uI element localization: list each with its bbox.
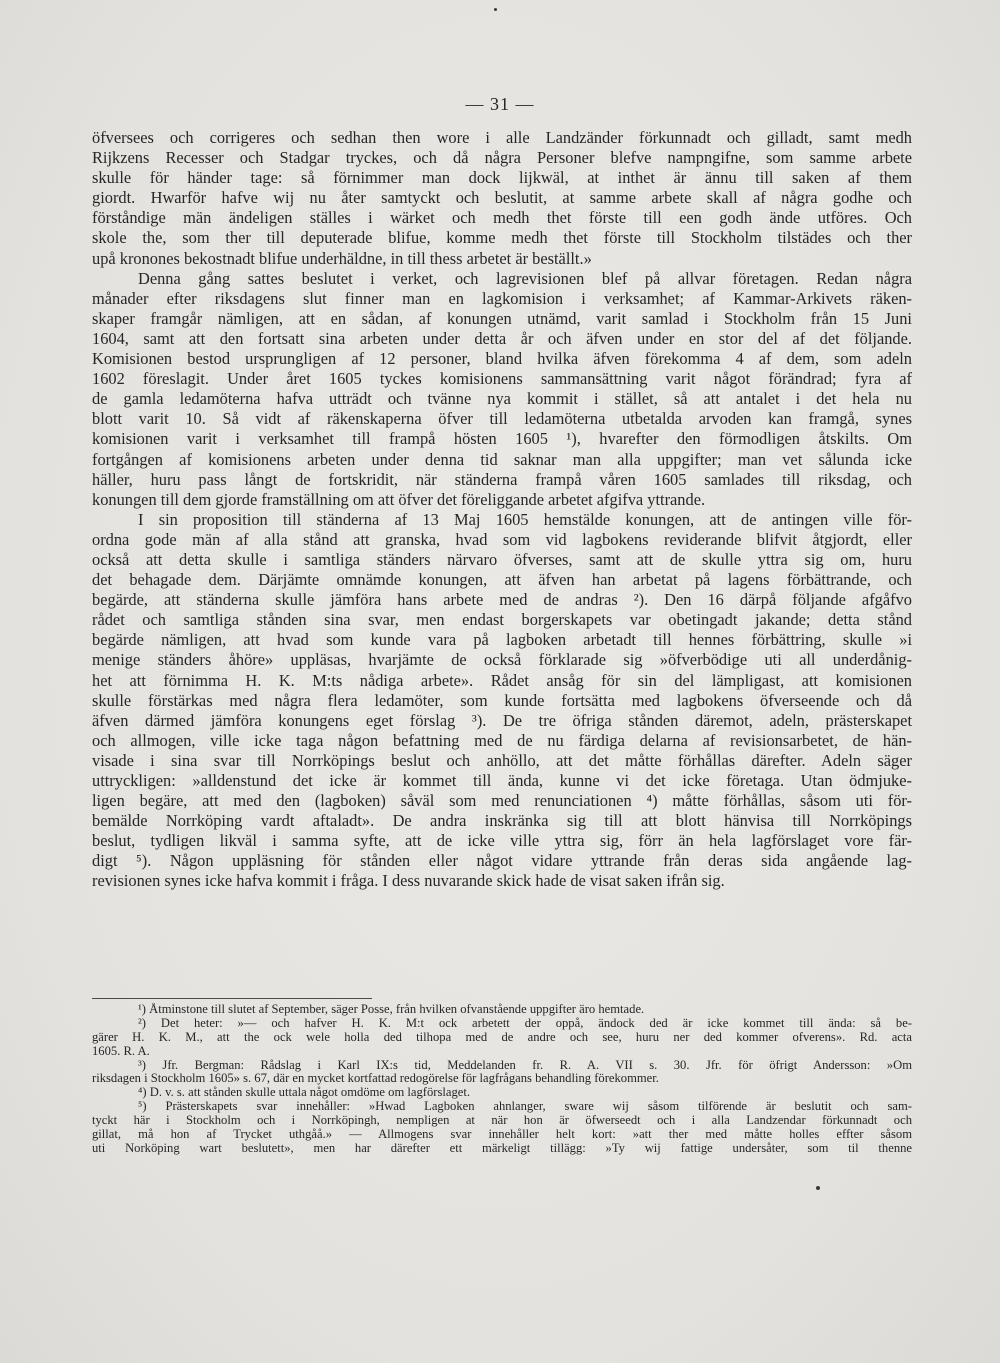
body-line: skaper framgår nämligen, att en sådan, af konungen utnämd, varit samlad i Stockholm från 15 Juni bbox=[92, 308, 912, 328]
body-line: äfven därmed jämföra konungens eget förslag ³). De tre öfriga stånden däremot, adeln, prästerskapet bbox=[92, 710, 912, 730]
body-line: Rijkzens Recesser och Stadgar tryckes, och då några Personer blefve nampngifne, som samme arbete bbox=[92, 148, 912, 168]
body-line: upå kronones bekostnadt blifue underhäldne, in till thess arbetet är beställt.» bbox=[92, 248, 592, 268]
footnote-line: ⁵) Prästerskapets svar innehåller: »Hwad Lagboken ahnlanger, sware wij såsom tilförende är beslutit och sam- bbox=[138, 1100, 912, 1114]
body-line: blott varit 10. Så vidt af räkenskaperna öfver till ledamöterna utbetalda arvoden kan framgå, synes bbox=[92, 409, 912, 429]
footnote-line: ¹) Åtminstone till slutet af September, säger Posse, från hvilken ofvanstående uppgifter äro hemtade. bbox=[138, 1003, 645, 1016]
footnote-line: ²) Det heter: »— och hafver H. K. M:t ock arbetett der oppå, ändock ded är icke kommet till ända: så be- bbox=[138, 1016, 912, 1030]
body-line: Denna gång sattes beslutet i verket, och lagrevisionen blef på allvar företagen. Redan några bbox=[138, 268, 912, 288]
body-line: konungen till dem gjorde framställning om att öfver det föreliggande arbetet afgifva yttrande. bbox=[92, 489, 706, 509]
page-number: — 31 — bbox=[465, 94, 535, 114]
body-line: Komisionen bestod ursprungligen af 12 personer, bland hvilka äfven förekomma 4 af dem, som adeln bbox=[92, 349, 912, 369]
body-line: det behagade dem. Därjämte omnämde konungen, att äfven han arbetat på lagens förbättrande, och bbox=[92, 570, 912, 590]
footnote-line: riksdagen i Stockholm 1605» s. 67, där en mycket kortfattad redogörelse för lagfrågans behandling förekommer. bbox=[92, 1072, 659, 1086]
body-line: visade i sina svar till Norrköpings beslut och anhöllo, att det måtte förhållas därefter. Adeln säger bbox=[92, 750, 912, 770]
body-text bbox=[92, 128, 912, 892]
body-line: I sin proposition till ständerna af 13 Maj 1605 hemstälde konungen, att de antingen ville för- bbox=[138, 509, 912, 529]
body-line: skole the, som ther till deputerade blifue, komme medh thet förste till Stockholm tilstädes och ther bbox=[92, 228, 912, 248]
body-line: ordna gode män af alla stånd att granska, hvad som vid lagbokens reviderande blifvit åtgjordt, eller bbox=[92, 529, 912, 549]
footnote-divider bbox=[92, 998, 372, 999]
body-line: häller, huru pass långt de fortskridit, när ständerna frampå våren 1605 samlades till riksdag, och bbox=[92, 469, 912, 489]
body-line: 1602 föreslagit. Under året 1605 tyckes komisionens sammansättning varit något förändrad; fyra af bbox=[92, 369, 912, 389]
footnote-line: ⁴) D. v. s. att stånden skulle uttala något omdöme om lagförslaget. bbox=[138, 1086, 470, 1100]
body-line: 1604, samt att den fortsatt sina arbeten under detta år och äfven under en stor del af det följande. bbox=[92, 328, 912, 348]
body-line: ligen begäre, att med den (lagboken) såväl som med renunciationen ⁴) måtte förhållas, såsom uti för- bbox=[92, 791, 912, 811]
body-line: de gamla ledamöterna hafva utträdt och tvänne nya kommit i stället, så att antalet i det hela nu bbox=[92, 389, 912, 409]
body-line: bemälde Norrköping vardt aftaladt». De andra inskränka sig till att blott hänvisa till Norrköpings bbox=[92, 811, 912, 831]
ink-speck bbox=[494, 8, 497, 11]
body-line: förståndige män ändeligen ställes i wärket och medh thet förste till een godh ände utföres. Och bbox=[92, 208, 912, 228]
body-line: skulle förstärkas med några flera ledamöter, som kunde fortsätta med lagbokens öfverseende och då bbox=[92, 690, 912, 710]
footnote-line: tyckt här i Stockholm och i Norrköpingh, nempligen at när hon är öfwerseedt och i alla Landzendar förkunnadt och bbox=[92, 1114, 912, 1128]
footnotes bbox=[92, 1003, 912, 1156]
body-line: het att förnimma H. K. M:ts nådiga arbete». Rådet ansåg för sin del lämpligast, att komisionen bbox=[92, 670, 912, 690]
body-line: fortgången af komisionens arbeten under denna tid saknar man alla uppgifter; man vet sålunda icke bbox=[92, 449, 912, 469]
ink-speck bbox=[816, 1186, 820, 1190]
body-line: giordt. Hwarför hafve wij nu åter samtyckt och beslutit, at samme arbete skall af några godhe och bbox=[92, 188, 912, 208]
body-line: månader efter riksdagens slut finner man en lagkomision i verksamhet; af Kammar-Arkivets räken- bbox=[92, 288, 912, 308]
body-line: rådet och samtliga stånden sina svar, men endast borgerskapets var obetingadt jakande; detta stånd bbox=[92, 610, 912, 630]
footnote-line: 1605. R. A. bbox=[92, 1044, 150, 1058]
body-line: menige ständers åhöre» uppläsas, hvarjämte de också förklarade sig »öfverbödige uti all underdånig- bbox=[92, 650, 912, 670]
body-line: skulle för händer tage: så förnimmer man dock lijkwäl, at inthet är ännu till saken af them bbox=[92, 168, 912, 188]
footnote-line: uti Norköping wart beslutett», men har därefter ett märkeligt tillägg: »Ty wij fattige undersåter, som til thenne bbox=[92, 1141, 912, 1155]
body-line: begärde nämligen, att hvad som kunde vara på lagboken arbetadt till hennes förbättring, skulle »i bbox=[92, 630, 912, 650]
footnote-line: gillat, må hon af Trycket uthgåå.» — Allmogens svar innehåller helt kort: »att ther med måtte holles effter såsom bbox=[92, 1128, 912, 1142]
body-line: begärde, att ständerna skulle jämföra hans arbete med de andras ²). Den 16 därpå följande afgåfvo bbox=[92, 590, 912, 610]
body-line: uttryckligen: »alldenstund det icke är kommet till ända, kunne vi det icke företaga. Utan ödmjuke- bbox=[92, 771, 912, 790]
body-line: komisionen varit i verksamhet till frampå hösten 1605 ¹), hvarefter den förmodligen åtskilts. Om bbox=[92, 429, 912, 449]
body-line: och allmogen, ville icke taga någon befattning med de nu färdiga delarna af revisionsarbetet, de hän- bbox=[92, 730, 912, 750]
body-line: öfversees och corrigeres och sedhan then wore i alle Landzänder förkunnadt och gilladt, samt medh bbox=[92, 128, 912, 147]
body-line: också att detta skulle i samtliga ständers närvaro öfverses, samt att de skulle yttra sig om, huru bbox=[92, 549, 912, 569]
body-line: revisionen synes icke hafva kommit i fråga. I dess nuvarande skick hade de visat saken ifrån sig. bbox=[92, 871, 725, 891]
body-line: digt ⁵). Någon uppläsning för stånden eller något vidare yttrande från deras sida angående lag- bbox=[92, 851, 912, 871]
footnote-line: gärer H. K. M., att the ock wele holla ded tilhopa med de andre och see, huru ner ded kommer ofverens». Rd. acta bbox=[92, 1030, 912, 1044]
footnote-line: ³) Jfr. Bergman: Rådslag i Karl IX:s tid, Meddelanden fr. R. A. VII s. 30. Jfr. för öfrigt Andersson: »Om bbox=[138, 1058, 912, 1072]
body-line: beslut, tydligen likväl i samma syfte, att de icke ville yttra sig, förr än hela lagförslaget vore fär- bbox=[92, 831, 912, 851]
